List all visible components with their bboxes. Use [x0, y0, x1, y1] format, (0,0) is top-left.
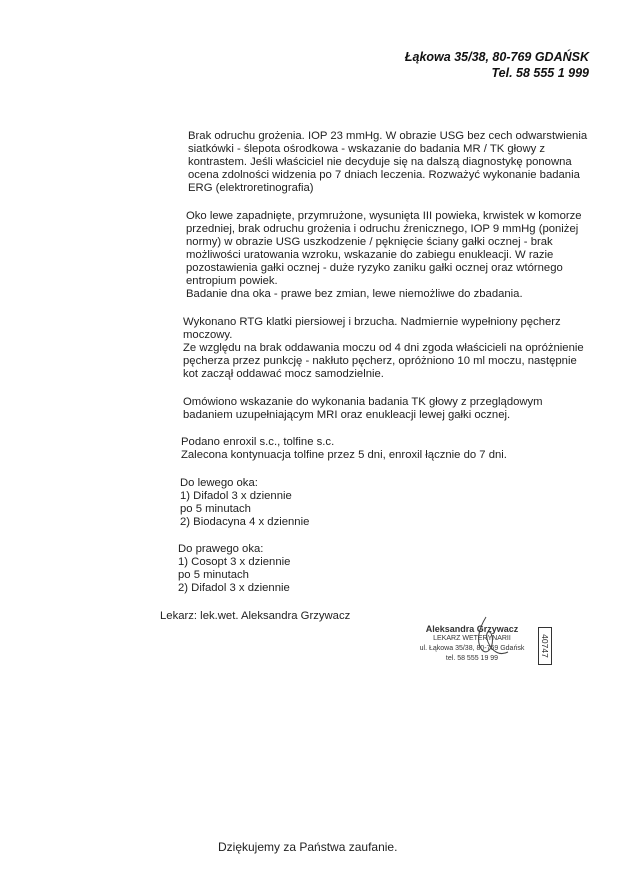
report-line: Ze względu na brak oddawania moczu od 4 dni zgoda właścicieli na opróżnienie — [183, 342, 584, 354]
report-line: Do prawego oka: — [178, 543, 264, 555]
report-line: 1) Cosopt 3 x dziennie — [178, 556, 291, 568]
report-line: Oko lewe zapadnięte, przymrużone, wysunięta III powieka, krwistek w komorze — [186, 210, 582, 222]
license-number: 40747 — [540, 634, 550, 658]
report-line: przedniej, brak odruchu grożenia i odruchu źrenicznego, IOP 9 mmHg (poniżej — [186, 223, 579, 235]
report-line: pęcherza przez punkcję - nakłuto pęcherz, opróżniono 10 ml moczu, następnie — [183, 355, 577, 367]
clinic-address: Łąkowa 35/38, 80-769 GDAŃSK — [404, 50, 589, 64]
report-line: 2) Difadol 3 x dziennie — [178, 582, 290, 594]
report-line: siatkówki - ślepota ośrodkowa - wskazanie do badania MR / TK głowy z — [188, 143, 546, 155]
report-line: ERG (elektroretinografia) — [188, 182, 314, 194]
report-line: po 5 minutach — [180, 503, 251, 515]
report-line: 2) Biodacyna 4 x dziennie — [180, 516, 310, 528]
clinic-phone: Tel. 58 555 1 999 — [491, 66, 589, 80]
report-line: Podano enroxil s.c., tolfine s.c. — [181, 436, 335, 448]
report-line: 1) Difadol 3 x dziennie — [180, 490, 292, 502]
report-line: pozostawienia gałki ocznej - duże ryzyko zaniku gałki ocznej oraz wtórnego — [186, 262, 563, 274]
report-line: normy) w obrazie USG uszkodzenie / pęknięcie ściany gałki ocznej - brak — [186, 236, 553, 248]
report-line: Brak odruchu grożenia. IOP 23 mmHg. W obrazie USG bez cech odwarstwienia — [188, 130, 588, 142]
report-line: kontrastem. Jeśli właściciel nie decyduje się na dalszą diagnostykę ponowna — [188, 156, 572, 168]
stamp-phone: tel. 58 555 19 99 — [445, 655, 499, 662]
report-line: kot zaczął oddawać mocz samodzielnie. — [183, 368, 384, 380]
report-line: ocena zdolności widzenia po 7 dniach leczenia. Rozważyć wykonanie badania — [188, 169, 580, 181]
report-line: Wykonano RTG klatki piersiowej i brzucha. Nadmiernie wypełniony pęcherz — [183, 316, 561, 328]
license-number-box — [538, 627, 552, 665]
report-line: Badanie dna oka - prawe bez zmian, lewe niemożliwe do zbadania. — [186, 288, 523, 300]
report-line: Omówiono wskazanie do wykonania badania TK głowy z przeglądowym — [183, 396, 543, 408]
report-line: badaniem uzupełniającym MRI oraz enukleacji lewej gałki ocznej. — [183, 409, 511, 421]
report-line: Lekarz: lek.wet. Aleksandra Grzywacz — [160, 610, 351, 622]
report-line: możliwości uratowania wzroku, wskazanie do zabiegu enukleacji. W razie — [186, 249, 554, 261]
stamp-title: LEKARZ WETERYNARII — [433, 635, 511, 642]
stamp-name: Aleksandra Grzywacz — [425, 624, 519, 634]
doctor-stamp — [411, 624, 533, 664]
report-line: moczowy. — [183, 329, 233, 341]
thank-you-footer: Dziękujemy za Państwa zaufanie. — [218, 840, 398, 854]
stamp-address: ul. Łąkowa 35/38, 80-769 Gdańsk — [419, 645, 525, 652]
report-line: Zalecona kontynuacja tolfine przez 5 dni, enroxil łącznie do 7 dni. — [181, 449, 507, 461]
report-line: Do lewego oka: — [180, 477, 258, 489]
report-line: entropium powiek. — [186, 275, 278, 287]
report-line: po 5 minutach — [178, 569, 249, 581]
